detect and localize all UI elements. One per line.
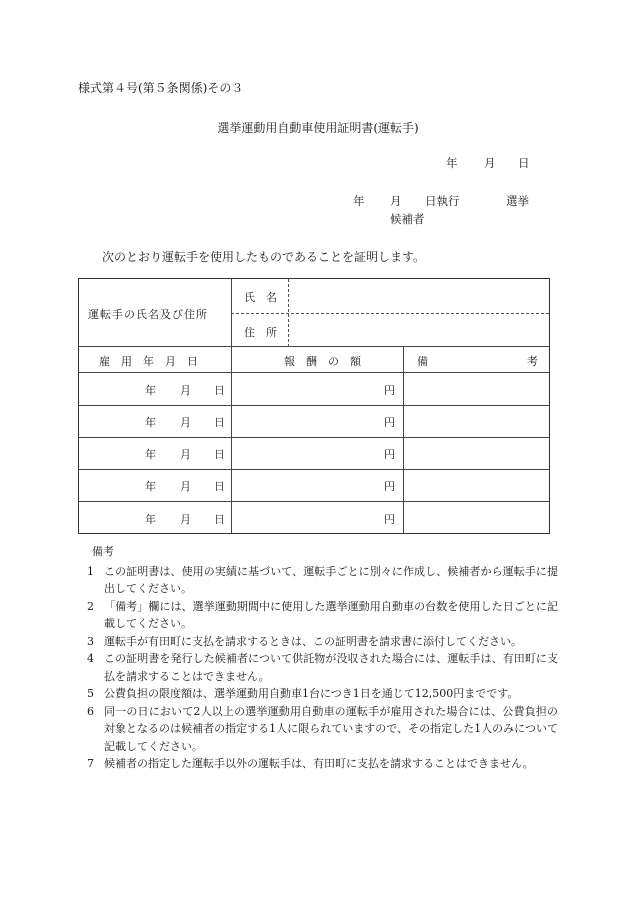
note-number: 2 (87, 599, 94, 613)
note-number: 4 (87, 652, 94, 665)
header-remarks-1: 備 (417, 355, 428, 368)
row-yen: 円 (384, 416, 395, 429)
note-item (78, 755, 558, 773)
row-month: 月 (180, 448, 191, 461)
note-text: この証明書を発行した候補者について供託物が没収された場合には、運転手は、有田町に支払を請求することはできません。 (104, 652, 558, 683)
driver-label: 運転手の氏名及び住所 (88, 308, 208, 321)
row-day: 日 (214, 448, 225, 461)
note-text: 運転手が有田町に支払を請求するときは、この証明書を請求書に添付してください。 (104, 634, 522, 648)
note-number: 7 (87, 757, 94, 770)
row-yen: 円 (384, 384, 395, 397)
note-text: 同一の日において2人以上の選挙運動用自動車の運転手が雇用された場合には、公費負担の対象となるのは候補者の指定する1人に限られていますので、その指定した1人のみについて記載してください。 (104, 704, 558, 753)
table-rule (79, 469, 549, 470)
row-day: 日 (214, 384, 225, 397)
election-month: 月 (390, 194, 402, 208)
header-remarks-2: 考 (527, 355, 538, 368)
note-item (78, 563, 558, 598)
note-number: 6 (87, 704, 94, 718)
date-year: 年 (446, 156, 458, 170)
table-rule (79, 405, 549, 406)
date-month: 月 (484, 156, 496, 170)
address-label: 住 所 (244, 326, 277, 339)
row-month: 月 (180, 416, 191, 429)
candidate-label: 候補者 (390, 212, 425, 226)
row-day: 日 (214, 480, 225, 493)
note-item (78, 598, 558, 633)
row-yen: 円 (384, 448, 395, 461)
note-item (78, 650, 558, 685)
note-text: 「備考」欄には、選挙運動期間中に使用した選挙運動用自動車の台数を使用した日ごとに記載してください。 (104, 599, 558, 630)
election-label: 選挙 (506, 194, 529, 208)
row-day: 日 (214, 416, 225, 429)
table-dashed-rule (288, 279, 289, 347)
election-day-exec: 日執行 (425, 194, 460, 208)
intro-text: 次のとおり運転手を使用したものであることを証明します。 (102, 250, 426, 264)
note-text: 公費負担の限度額は、選挙運動用自動車1台につき1日を通じて12,500円までです。 (104, 687, 519, 700)
note-item (78, 685, 558, 703)
notes-section (78, 543, 558, 773)
row-year: 年 (145, 384, 156, 397)
election-year: 年 (353, 194, 365, 208)
name-label: 氏 名 (244, 291, 277, 304)
note-item (78, 703, 558, 756)
table-rule (79, 372, 549, 373)
row-month: 月 (180, 480, 191, 493)
header-compensation: 報 酬 の 額 (284, 355, 361, 368)
date-day: 日 (518, 156, 530, 170)
note-text: この証明書は、使用の実績に基づいて、運転手ごとに別々に作成し、候補者から運転手に提出してください。 (104, 564, 558, 595)
table-rule (231, 279, 232, 533)
note-number: 5 (87, 687, 94, 700)
table-rule (79, 437, 549, 438)
table-rule (403, 346, 404, 533)
driver-table (78, 278, 550, 534)
header-employment-date: 雇 用 年 月 日 (99, 355, 198, 368)
row-month: 月 (180, 384, 191, 397)
table-rule (79, 501, 549, 502)
table-dashed-rule (231, 313, 549, 314)
form-number: 様式第４号(第５条関係)その３ (78, 81, 244, 95)
note-number: 3 (87, 634, 94, 648)
row-yen: 円 (384, 513, 395, 526)
table-rule (79, 346, 549, 347)
row-year: 年 (145, 448, 156, 461)
row-day: 日 (214, 513, 225, 526)
notes-heading: 備考 (92, 545, 114, 558)
row-month: 月 (180, 513, 191, 526)
note-text: 候補者の指定した運転手以外の運転手は、有田町に支払を請求することはできません。 (104, 757, 534, 770)
row-year: 年 (145, 416, 156, 429)
note-item (78, 633, 558, 651)
document-title: 選挙運動用自動車使用証明書(運転手) (217, 121, 419, 135)
row-year: 年 (145, 513, 156, 526)
row-yen: 円 (384, 480, 395, 493)
note-number: 1 (87, 564, 94, 578)
row-year: 年 (145, 480, 156, 493)
